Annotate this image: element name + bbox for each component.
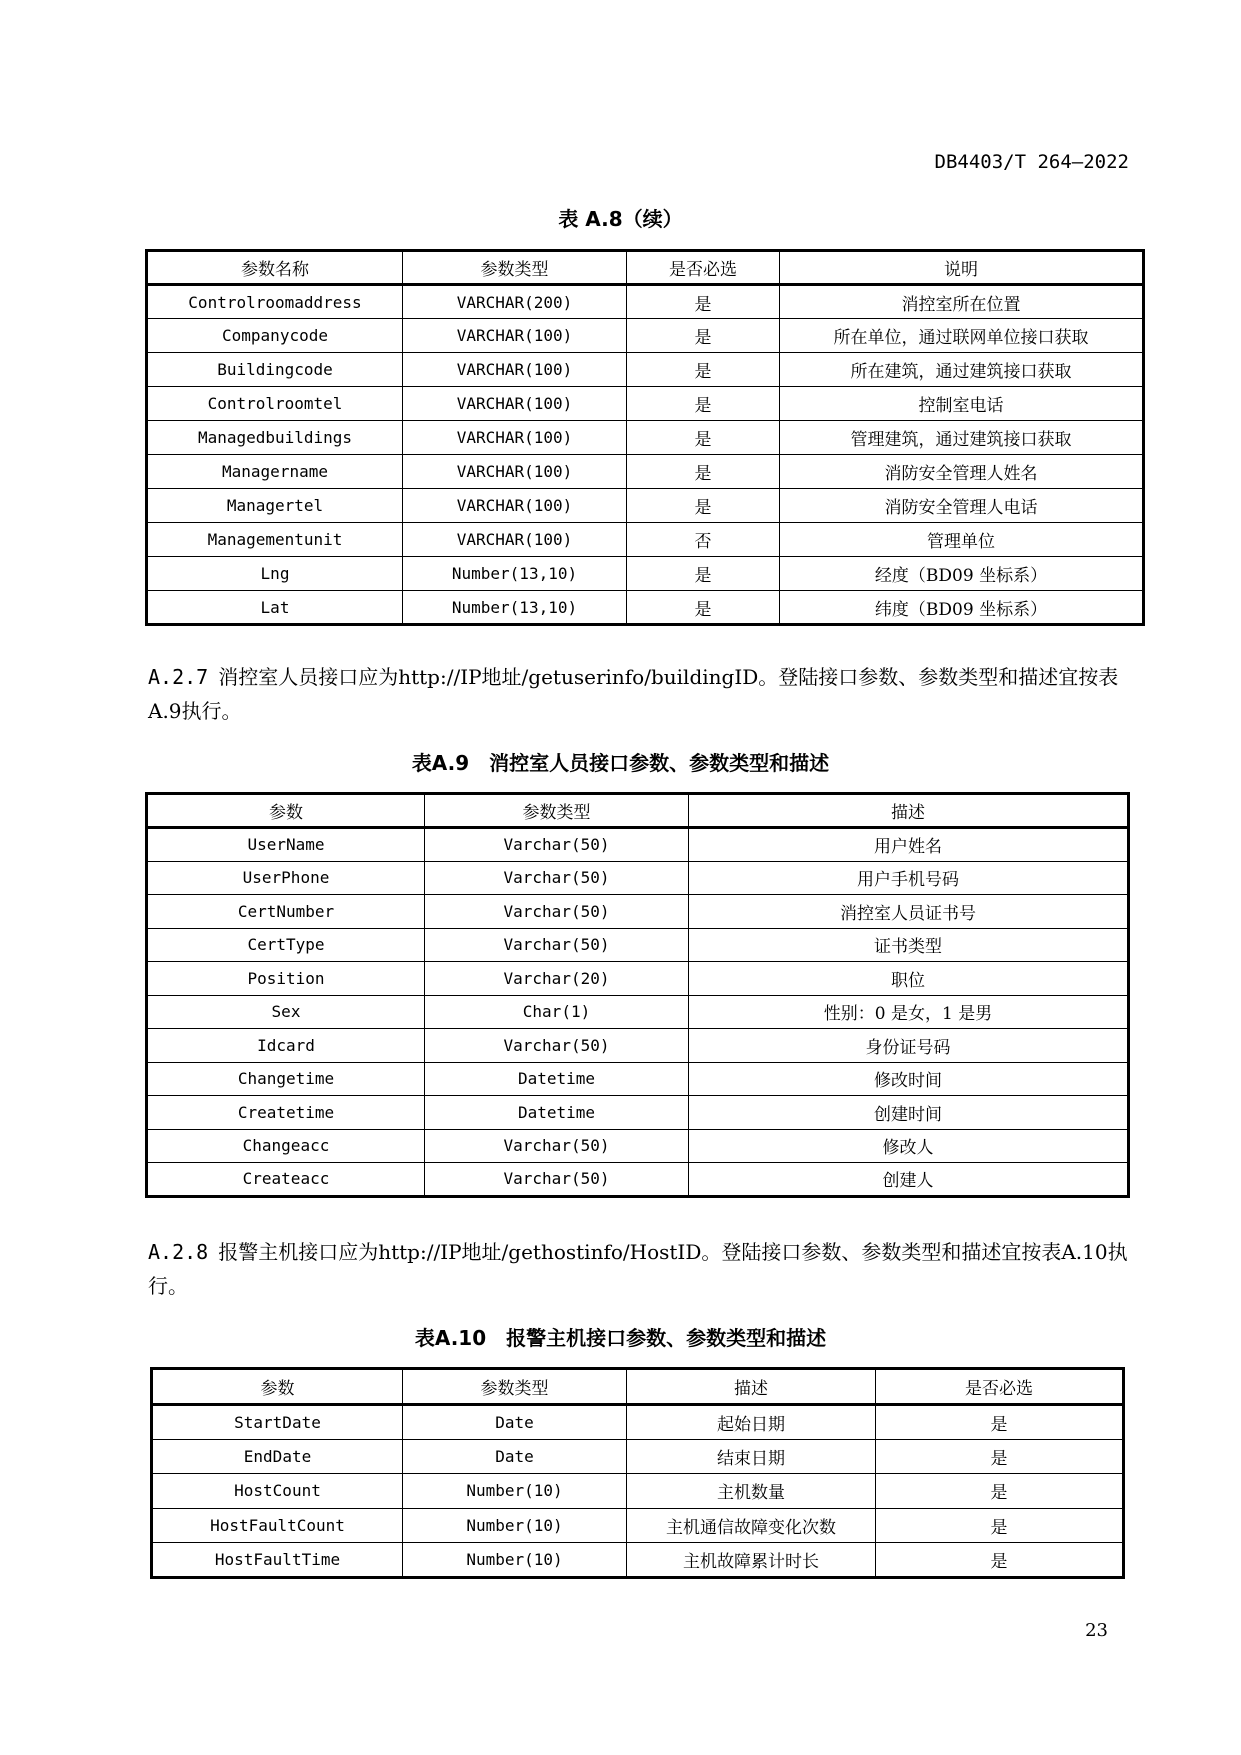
table-cell: Date xyxy=(403,1439,627,1474)
section-a28-number: A.2.8 xyxy=(148,1240,209,1264)
table-row xyxy=(147,285,1144,319)
table-cell: 证书类型 xyxy=(689,928,1129,962)
table-cell: Changetime xyxy=(147,1062,425,1096)
section-a28 xyxy=(148,1235,1128,1303)
table-cell: 是 xyxy=(627,557,780,591)
table-cell: CertNumber xyxy=(147,895,425,929)
table-cell: 是 xyxy=(876,1508,1124,1543)
table-cell: VARCHAR(100) xyxy=(403,319,627,353)
document-code: DB4403/T 264—2022 xyxy=(934,151,1129,173)
table-cell: VARCHAR(100) xyxy=(403,387,627,421)
table-row xyxy=(147,995,1129,1029)
column-header: 说明 xyxy=(780,251,1144,285)
table-cell: 消控室人员证书号 xyxy=(689,895,1129,929)
table-cell: Number(10) xyxy=(403,1543,627,1578)
column-header: 参数名称 xyxy=(147,251,403,285)
table-row xyxy=(147,1029,1129,1063)
column-header: 描述 xyxy=(627,1369,876,1405)
table-cell: Varchar(50) xyxy=(425,1129,689,1163)
table-cell: Sex xyxy=(147,995,425,1029)
table-cell: Idcard xyxy=(147,1029,425,1063)
table-cell: 管理建筑，通过建筑接口获取 xyxy=(780,421,1144,455)
table-cell: Number(10) xyxy=(403,1508,627,1543)
column-header: 描述 xyxy=(689,794,1129,828)
table-cell: Number(13,10) xyxy=(403,557,627,591)
table-cell: HostCount xyxy=(152,1474,403,1509)
table-row xyxy=(147,1062,1129,1096)
table-cell: Controlroomtel xyxy=(147,387,403,421)
table-cell: 修改人 xyxy=(689,1129,1129,1163)
table-cell: Createacc xyxy=(147,1163,425,1197)
table-a9 xyxy=(145,792,1130,1198)
table-row xyxy=(147,319,1144,353)
table-cell: EndDate xyxy=(152,1439,403,1474)
table-cell: Varchar(50) xyxy=(425,861,689,895)
table-cell: 经度（BD09 坐标系） xyxy=(780,557,1144,591)
table-cell: Datetime xyxy=(425,1096,689,1130)
table-row xyxy=(147,557,1144,591)
table-cell: Lng xyxy=(147,557,403,591)
table-a8 xyxy=(145,249,1145,626)
table-cell: Number(13,10) xyxy=(403,591,627,625)
table-row xyxy=(147,962,1129,996)
table-cell: 消防安全管理人电话 xyxy=(780,489,1144,523)
table-cell: Datetime xyxy=(425,1062,689,1096)
table-row xyxy=(147,421,1144,455)
table-cell: Varchar(20) xyxy=(425,962,689,996)
table-cell: 结束日期 xyxy=(627,1439,876,1474)
table-a10 xyxy=(150,1367,1125,1579)
table-cell: Managername xyxy=(147,455,403,489)
table-cell: Controlroomaddress xyxy=(147,285,403,319)
table-cell: 是 xyxy=(876,1439,1124,1474)
table-row xyxy=(152,1439,1124,1474)
table-cell: 是 xyxy=(627,489,780,523)
table-cell: HostFaultTime xyxy=(152,1543,403,1578)
table-row xyxy=(147,489,1144,523)
table-row xyxy=(147,591,1144,625)
table-cell: 用户手机号码 xyxy=(689,861,1129,895)
table-row xyxy=(147,928,1129,962)
table-a9-caption: 表A.9 消控室人员接口参数、参数类型和描述 xyxy=(411,751,830,775)
table-row xyxy=(152,1405,1124,1440)
table-cell: 消控室所在位置 xyxy=(780,285,1144,319)
section-a27 xyxy=(148,660,1128,728)
table-cell: 是 xyxy=(876,1405,1124,1440)
table-cell: VARCHAR(100) xyxy=(403,455,627,489)
section-a27-text: 消控室人员接口应为http://IP地址/getuserinfo/buildingID。登陆接口参数、参数类型和描述宜按表A.9执行。 xyxy=(148,665,1119,723)
table-cell: UserPhone xyxy=(147,861,425,895)
table-cell: CertType xyxy=(147,928,425,962)
table-cell: Varchar(50) xyxy=(425,1163,689,1197)
table-cell: Buildingcode xyxy=(147,353,403,387)
table-row xyxy=(147,828,1129,862)
table-cell: Managementunit xyxy=(147,523,403,557)
table-cell: 是 xyxy=(627,455,780,489)
table-cell: 是 xyxy=(627,319,780,353)
table-cell: Varchar(50) xyxy=(425,1029,689,1063)
column-header: 参数类型 xyxy=(425,794,689,828)
table-row xyxy=(147,1163,1129,1197)
table-cell: 消防安全管理人姓名 xyxy=(780,455,1144,489)
table-cell: 所在建筑，通过建筑接口获取 xyxy=(780,353,1144,387)
table-a8-caption: 表 A.8（续） xyxy=(558,207,683,231)
table-cell: UserName xyxy=(147,828,425,862)
column-header: 参数类型 xyxy=(403,251,627,285)
table-cell: VARCHAR(100) xyxy=(403,523,627,557)
table-cell: Varchar(50) xyxy=(425,828,689,862)
column-header: 参数类型 xyxy=(403,1369,627,1405)
table-cell: 是 xyxy=(876,1543,1124,1578)
table-cell: Managedbuildings xyxy=(147,421,403,455)
table-row xyxy=(147,1096,1129,1130)
table-cell: Companycode xyxy=(147,319,403,353)
table-cell: Char(1) xyxy=(425,995,689,1029)
table-cell: HostFaultCount xyxy=(152,1508,403,1543)
table-cell: Lat xyxy=(147,591,403,625)
table-cell: Date xyxy=(403,1405,627,1440)
table-cell: 纬度（BD09 坐标系） xyxy=(780,591,1144,625)
table-row xyxy=(147,895,1129,929)
table-row xyxy=(152,1474,1124,1509)
page-number: 23 xyxy=(1085,1620,1108,1641)
table-cell: Changeacc xyxy=(147,1129,425,1163)
table-cell: 主机数量 xyxy=(627,1474,876,1509)
table-cell: 是 xyxy=(627,285,780,319)
table-row xyxy=(152,1508,1124,1543)
column-header: 参数 xyxy=(147,794,425,828)
table-cell: 身份证号码 xyxy=(689,1029,1129,1063)
table-cell: 是 xyxy=(876,1474,1124,1509)
table-cell: Varchar(50) xyxy=(425,895,689,929)
table-row xyxy=(147,861,1129,895)
table-a10-caption: 表A.10 报警主机接口参数、参数类型和描述 xyxy=(414,1326,827,1350)
table-cell: 是 xyxy=(627,353,780,387)
table-cell: 否 xyxy=(627,523,780,557)
column-header: 是否必选 xyxy=(876,1369,1124,1405)
table-cell: 是 xyxy=(627,591,780,625)
table-cell: 创建人 xyxy=(689,1163,1129,1197)
table-row xyxy=(147,387,1144,421)
table-row xyxy=(147,523,1144,557)
table-cell: 修改时间 xyxy=(689,1062,1129,1096)
table-cell: Createtime xyxy=(147,1096,425,1130)
column-header: 参数 xyxy=(152,1369,403,1405)
table-cell: 创建时间 xyxy=(689,1096,1129,1130)
column-header: 是否必选 xyxy=(627,251,780,285)
table-cell: Varchar(50) xyxy=(425,928,689,962)
table-cell: VARCHAR(100) xyxy=(403,421,627,455)
section-a28-text: 报警主机接口应为http://IP地址/gethostinfo/HostID。登陆接口参数、参数类型和描述宜按表A.10执行。 xyxy=(148,1240,1128,1298)
table-row xyxy=(152,1543,1124,1578)
table-cell: 管理单位 xyxy=(780,523,1144,557)
table-cell: 性别：0 是女，1 是男 xyxy=(689,995,1129,1029)
table-cell: Position xyxy=(147,962,425,996)
table-cell: 是 xyxy=(627,421,780,455)
table-row xyxy=(147,1129,1129,1163)
table-cell: VARCHAR(100) xyxy=(403,353,627,387)
table-cell: 控制室电话 xyxy=(780,387,1144,421)
table-cell: StartDate xyxy=(152,1405,403,1440)
table-row xyxy=(147,353,1144,387)
table-cell: 职位 xyxy=(689,962,1129,996)
table-cell: Managertel xyxy=(147,489,403,523)
table-cell: 是 xyxy=(627,387,780,421)
table-cell: 所在单位，通过联网单位接口获取 xyxy=(780,319,1144,353)
table-row xyxy=(147,455,1144,489)
table-cell: Number(10) xyxy=(403,1474,627,1509)
section-a27-number: A.2.7 xyxy=(148,665,209,689)
table-cell: VARCHAR(200) xyxy=(403,285,627,319)
table-cell: 主机通信故障变化次数 xyxy=(627,1508,876,1543)
table-cell: 用户姓名 xyxy=(689,828,1129,862)
table-cell: 起始日期 xyxy=(627,1405,876,1440)
table-cell: VARCHAR(100) xyxy=(403,489,627,523)
table-cell: 主机故障累计时长 xyxy=(627,1543,876,1578)
